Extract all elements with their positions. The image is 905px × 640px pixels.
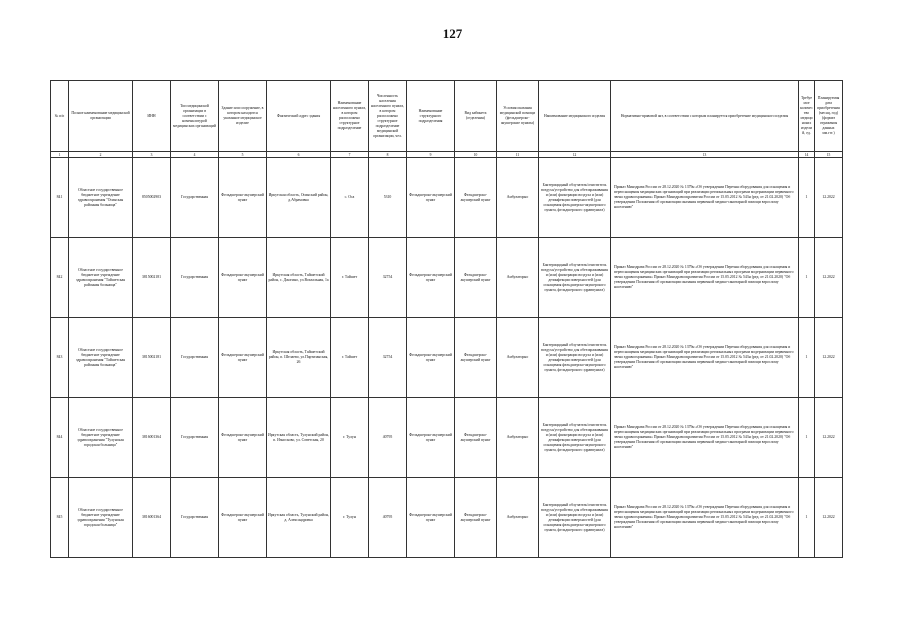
table-row (51, 158, 843, 238)
building: Фельдшерско-акушерский пункт (219, 238, 267, 318)
header-cell: ИНН (133, 81, 171, 152)
settlement: с. Оса (331, 158, 369, 238)
device-name: Бактерицидный облучатель/очиститель воздуха/устройство для обеззараживания и (или) фильтрации воздуха и (или) дезинфекции поверхностей (для оснащения фельдшерско-акушерского пункта, фельдшерского здравпункта) (539, 318, 611, 398)
settlement: г. Тайшет (331, 238, 369, 318)
conditions: Амбулаторно (497, 318, 539, 398)
settlement: г. Тайшет (331, 318, 369, 398)
table-row (51, 478, 843, 558)
org-name: Областное государственное бюджетное учреждение здравоохранения "Осинская районная больница" (69, 158, 133, 238)
org-type: Государственная (171, 158, 219, 238)
unit: Фельдшерско-акушерский пункт (407, 398, 455, 478)
cabinet: Фельдшерско-акушерский пункт (455, 478, 497, 558)
unit: Фельдшерско-акушерский пункт (407, 238, 455, 318)
device-name: Бактерицидный облучатель/очиститель воздуха/устройство для обеззараживания и (или) фильтрации воздуха и (или) дезинфекции поверхностей (для оснащения фельдшерско-акушерского пункта, фельдшерского здравпункта) (539, 478, 611, 558)
quantity: 1 (799, 158, 815, 238)
conditions: Амбулаторно (497, 158, 539, 238)
column-number: 1 (51, 152, 69, 158)
org-name: Областное государственное бюджетное учреждение здравоохранения "Тулунская городская больница" (69, 478, 133, 558)
table-row (51, 238, 843, 318)
inn: 3816001364 (133, 398, 171, 478)
conditions: Амбулаторно (497, 398, 539, 478)
population: 40795 (369, 398, 407, 478)
page-number: 127 (442, 26, 463, 41)
column-number: 4 (171, 152, 219, 158)
address: Иркутская область, Тулунский район, д. Александровка (267, 478, 331, 558)
legal-act: Приказ Минздрава России от 28.12.2020 № 1379н «Об утверждении Перечня оборудования для оснащения и переоснащения медицинских организаций при реализации региональных программ модернизации первичного звена здравоохранения» Приказ Минздравсоцразвития России от 15.05.2012 № 543н (ред. от 21.02.2020) "Об утверждении Положения об организации оказания первичной медико-санитарной помощи взрослому населению" (611, 158, 799, 238)
org-type: Государственная (171, 318, 219, 398)
org-name: Областное государственное бюджетное учреждение здравоохранения "Тайшетская районная больница" (69, 318, 133, 398)
planned-date: 12.2022 (815, 158, 843, 238)
column-number: 6 (267, 152, 331, 158)
row-number: 841 (51, 158, 69, 238)
header-cell: Здание или сооружение, в котором находится указанное медицинское изделие (219, 81, 267, 152)
row-number: 843 (51, 318, 69, 398)
row-number: 845 (51, 478, 69, 558)
address: Иркутская область, Осинский район, д.Абрамовка (267, 158, 331, 238)
inn: 3815002181 (133, 318, 171, 398)
address: Иркутская область, Тулунский район, п. Износково, ул. Советская, 20 (267, 398, 331, 478)
unit: Фельдшерско-акушерский пункт (407, 158, 455, 238)
conditions: Амбулаторно (497, 478, 539, 558)
header-cell: Фактический адрес здания (267, 81, 331, 152)
header-cell: Наименование населенного пункта, в котором расположено структурное подразделение (331, 81, 369, 152)
planned-date: 12.2022 (815, 398, 843, 478)
building: Фельдшерско-акушерский пункт (219, 158, 267, 238)
header-cell: Вид кабинета (отделения) (455, 81, 497, 152)
legal-act: Приказ Минздрава России от 28.12.2020 № 1379н «Об утверждении Перечня оборудования для оснащения и переоснащения медицинских организаций при реализации региональных программ модернизации первичного звена здравоохранения» Приказ Минздравсоцразвития России от 15.05.2012 № 543н (ред. от 21.02.2020) "Об утверждении Положения об организации оказания первичной медико-санитарной помощи взрослому населению" (611, 318, 799, 398)
column-number: 15 (815, 152, 843, 158)
building: Фельдшерско-акушерский пункт (219, 478, 267, 558)
column-number: 13 (611, 152, 799, 158)
header-cell: Требуемое количество медицинских изделий, ед. (799, 81, 815, 152)
column-number: 8 (369, 152, 407, 158)
address: Иркутская область, Тайшетский район, с. Джогино, ул.Вокзальная, 1а (267, 238, 331, 318)
cabinet: Фельдшерско-акушерский пункт (455, 158, 497, 238)
conditions: Амбулаторно (497, 238, 539, 318)
quantity: 1 (799, 478, 815, 558)
address: Иркутская область, Тайшетский район, п. Шелаево, ул.Партизанская, 26 (267, 318, 331, 398)
legal-act: Приказ Минздрава России от 28.12.2020 № 1379н «Об утверждении Перечня оборудования для оснащения и переоснащения медицинских организаций при реализации региональных программ модернизации первичного звена здравоохранения» Приказ Минздравсоцразвития России от 15.05.2012 № 543н (ред. от 21.02.2020) "Об утверждении Положения об организации оказания первичной медико-санитарной помощи взрослому населению" (611, 238, 799, 318)
cabinet: Фельдшерско-акушерский пункт (455, 238, 497, 318)
header-cell: Условия оказания медицинской помощи (фельдшерско-акушерские пункты) (497, 81, 539, 152)
equipment-register-table (50, 80, 843, 558)
quantity: 1 (799, 318, 815, 398)
cabinet: Фельдшерско-акушерский пункт (455, 318, 497, 398)
device-name: Бактерицидный облучатель/очиститель воздуха/устройство для обеззараживания и (или) фильтрации воздуха и (или) дезинфекции поверхностей (для оснащения фельдшерско-акушерского пункта, фельдшерского здравпункта) (539, 398, 611, 478)
population: 32754 (369, 318, 407, 398)
header-cell: Тип медицинской организации в соответствии с номенклатурой медицинских организаций (171, 81, 219, 152)
column-number: 9 (407, 152, 455, 158)
column-number: 2 (69, 152, 133, 158)
quantity: 1 (799, 398, 815, 478)
column-number: 12 (539, 152, 611, 158)
row-number: 844 (51, 398, 69, 478)
org-name: Областное государственное бюджетное учреждение здравоохранения "Тайшетская районная больница" (69, 238, 133, 318)
column-number: 14 (799, 152, 815, 158)
legal-act: Приказ Минздрава России от 28.12.2020 № 1379н «Об утверждении Перечня оборудования для оснащения и переоснащения медицинских организаций при реализации региональных программ модернизации первичного звена здравоохранения» Приказ Минздравсоцразвития России от 15.05.2012 № 543н (ред. от 21.02.2020) "Об утверждении Положения об организации оказания первичной медико-санитарной помощи взрослому населению" (611, 398, 799, 478)
header-cell: Численность населения населенного пункта, в котором расположено структурное подразделение медицинской организации, чел. (369, 81, 407, 152)
settlement: г. Тулун (331, 398, 369, 478)
inn: 8505002903 (133, 158, 171, 238)
table-row (51, 318, 843, 398)
org-type: Государственная (171, 478, 219, 558)
planned-date: 12.2022 (815, 238, 843, 318)
device-name: Бактерицидный облучатель/очиститель воздуха/устройство для обеззараживания и (или) фильтрации воздуха и (или) дезинфекции поверхностей (для оснащения фельдшерско-акушерского пункта, фельдшерского здравпункта) (539, 158, 611, 238)
device-name: Бактерицидный облучатель/очиститель воздуха/устройство для обеззараживания и (или) фильтрации воздуха и (или) дезинфекции поверхностей (для оснащения фельдшерско-акушерского пункта, фельдшерского здравпункта) (539, 238, 611, 318)
population: 5310 (369, 158, 407, 238)
inn: 3816001364 (133, 478, 171, 558)
header-cell: Нормативно-правовой акт, в соответствии с которым планируется приобретение медицинского изделия (611, 81, 799, 152)
settlement: г. Тулун (331, 478, 369, 558)
org-type: Государственная (171, 398, 219, 478)
header-cell: Полное наименование медицинской организации (69, 81, 133, 152)
header-cell: Наименование медицинского изделия (539, 81, 611, 152)
column-number: 5 (219, 152, 267, 158)
column-number: 7 (331, 152, 369, 158)
planned-date: 12.2022 (815, 318, 843, 398)
header-cell: № п/п (51, 81, 69, 152)
unit: Фельдшерско-акушерский пункт (407, 478, 455, 558)
row-number: 842 (51, 238, 69, 318)
column-number: 10 (455, 152, 497, 158)
column-number: 11 (497, 152, 539, 158)
header-cell: Наименование структурного подразделения (407, 81, 455, 152)
cabinet: Фельдшерско-акушерский пункт (455, 398, 497, 478)
column-number: 3 (133, 152, 171, 158)
building: Фельдшерско-акушерский пункт (219, 318, 267, 398)
table-row (51, 398, 843, 478)
planned-date: 12.2022 (815, 478, 843, 558)
population: 40795 (369, 478, 407, 558)
quantity: 1 (799, 238, 815, 318)
org-type: Государственная (171, 238, 219, 318)
org-name: Областное государственное бюджетное учреждение здравоохранения "Тулунская городская больница" (69, 398, 133, 478)
legal-act: Приказ Минздрава России от 28.12.2020 № 1379н «Об утверждении Перечня оборудования для оснащения и переоснащения медицинских организаций при реализации региональных программ модернизации первичного звена здравоохранения» Приказ Минздравсоцразвития России от 15.05.2012 № 543н (ред. от 21.02.2020) "Об утверждении Положения об организации оказания первичной медико-санитарной помощи взрослому населению" (611, 478, 799, 558)
unit: Фельдшерско-акушерский пункт (407, 318, 455, 398)
header-cell: Планируемая дата приобретения (месяц, год) (формат отражения данных мм.ггг.) (815, 81, 843, 152)
header-row (51, 81, 843, 152)
building: Фельдшерско-акушерский пункт (219, 398, 267, 478)
inn: 3815002181 (133, 238, 171, 318)
population: 32754 (369, 238, 407, 318)
